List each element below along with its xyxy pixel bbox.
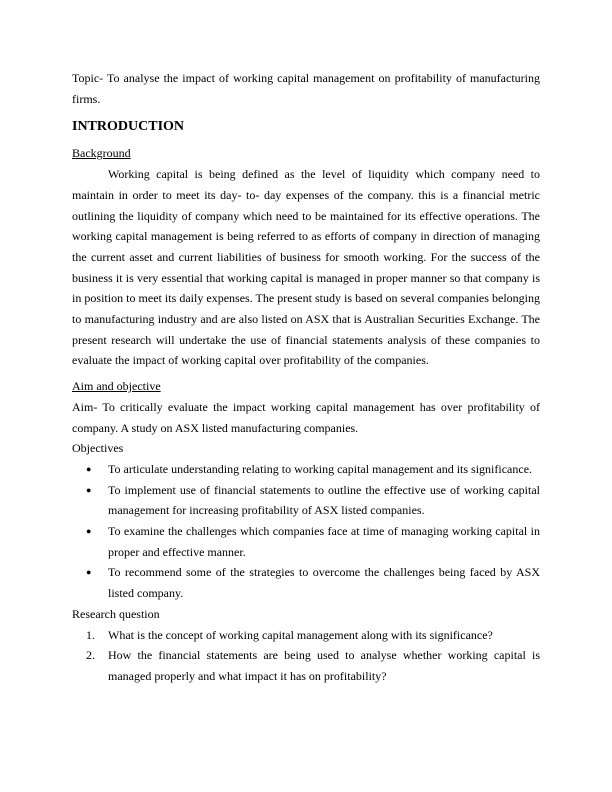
list-item — [72, 625, 540, 646]
subheading-background: Background — [72, 146, 131, 161]
bullet-icon: ● — [86, 567, 92, 578]
document-page — [72, 68, 540, 687]
research-question-list — [72, 625, 540, 687]
bullet-icon: ● — [86, 463, 92, 474]
list-item — [72, 459, 540, 480]
list-item-text: To recommend some of the strategies to overcome the challenges being faced by ASX listed company. — [108, 565, 540, 601]
topic-line: Topic- To analyse the impact of working capital management on profitability of manufacturing firms. — [72, 71, 540, 106]
subheading-aim-objective: Aim and objective — [72, 379, 161, 394]
list-number: 1. — [86, 627, 95, 642]
section-heading-introduction: INTRODUCTION — [72, 119, 185, 135]
list-item — [72, 562, 540, 603]
list-item-text: To examine the challenges which companies face at time of managing working capital in proper and effective manner. — [108, 524, 540, 559]
objectives-label: Objectives — [72, 441, 124, 456]
background-paragraph: Working capital is being defined as the level of liquidity which company need to maintain in order to meet its day- to- day expenses of the company. this is a financial metric outlining the liquidity of company which need to be maintained for its effective operations. The working capital management is being referred to as efforts of company in direction of managing the current asset and current liabilities of business for smooth working. For the success of the business it is very essential that working capital is managed in proper manner so that company is in position to meet its daily expenses. The present study is based on several companies belonging to manufacturing industry and are also listed on ASX that is Australian Securities Exchange. The present research will undertake the use of financial statements analysis of these companies to evaluate the impact of working capital over profitability of the companies. — [72, 167, 540, 368]
list-item — [72, 521, 540, 562]
objectives-list — [72, 459, 540, 604]
list-item — [72, 645, 540, 686]
aim-paragraph: Aim- To critically evaluate the impact working capital management has over profitability of company. A study on ASX listed manufacturing companies. — [72, 399, 540, 435]
research-question-label: Research question — [72, 606, 160, 621]
list-item-text: To implement use of financial statements to outline the effective use of working capital management for increasing profitability of ASX listed companies. — [108, 482, 540, 518]
list-number: 2. — [86, 648, 95, 663]
list-item-text: What is the concept of working capital management along with its significance? — [108, 627, 493, 642]
bullet-icon: ● — [86, 484, 92, 495]
list-item-text: How the financial statements are being used to analyse whether working capital is managed properly and what impact it has on profitability? — [108, 648, 540, 683]
list-item-text: To articulate understanding relating to working capital management and its significance. — [108, 461, 533, 476]
list-item — [72, 480, 540, 521]
bullet-icon: ● — [86, 526, 92, 537]
